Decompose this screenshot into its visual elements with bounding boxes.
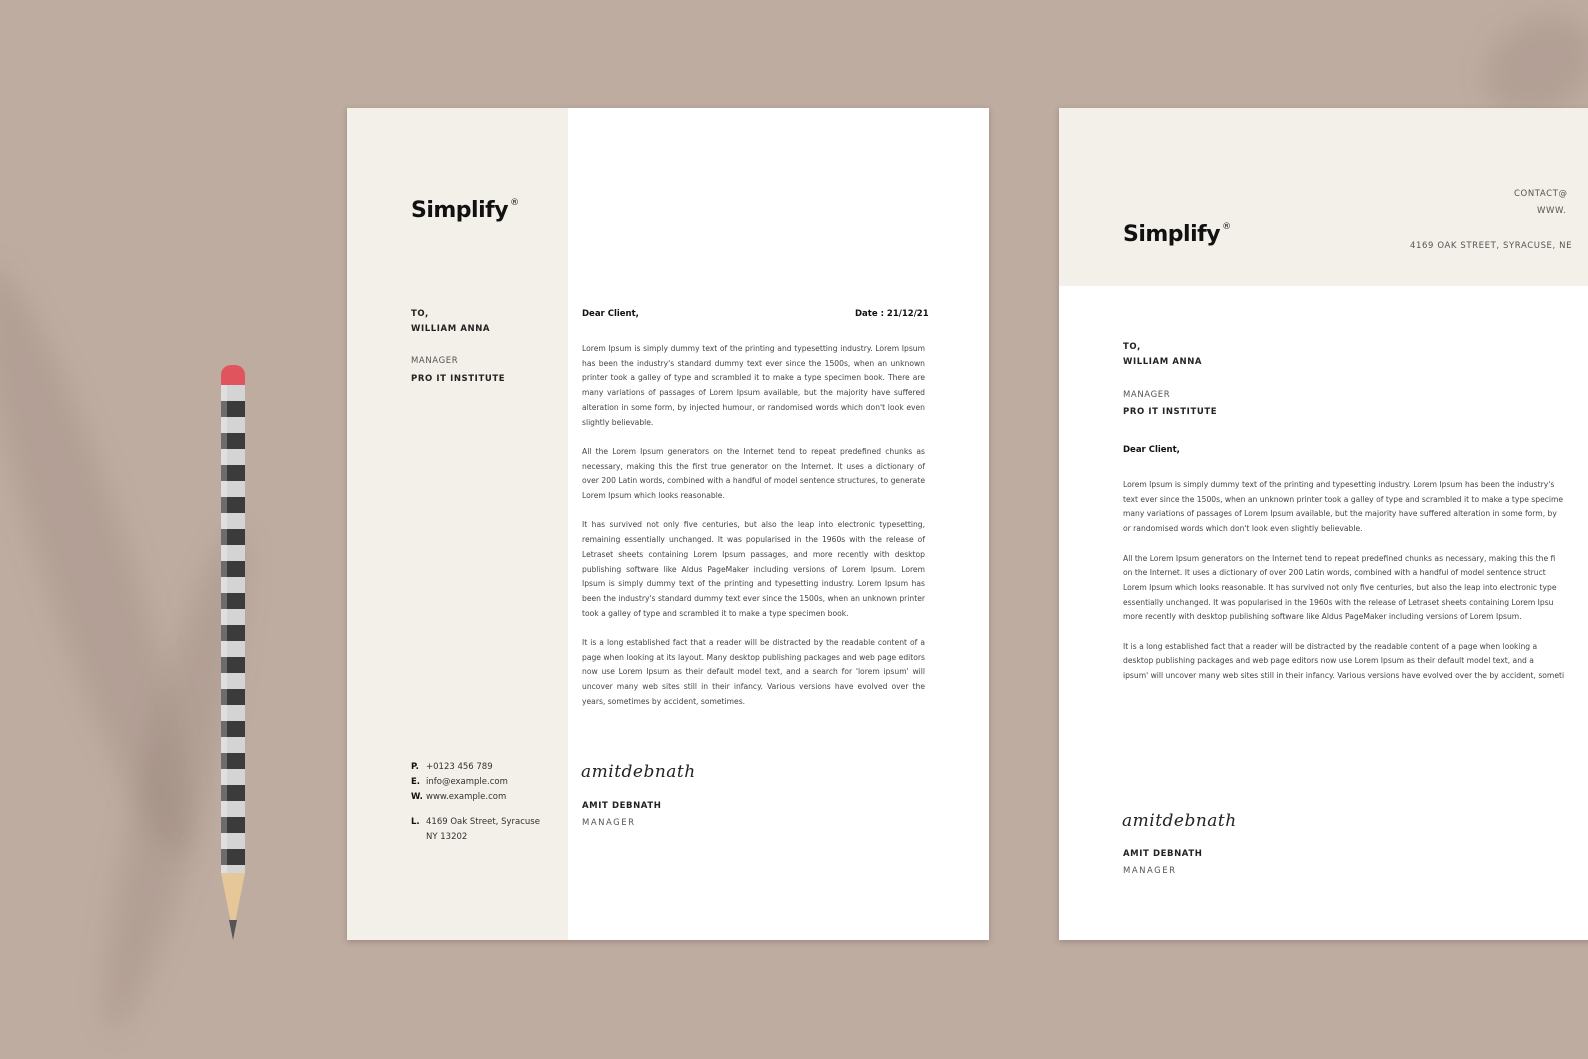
line: essentially unchanged. It was popularised in the 1960s with the release of Letraset sheets containing Lorem Ipsu bbox=[1123, 597, 1554, 607]
line: or randomised words which don't look even slightly believable. bbox=[1123, 524, 1363, 534]
letterhead-page-2 bbox=[1059, 108, 1588, 940]
header-band bbox=[1059, 108, 1588, 286]
signature: amitdebnath bbox=[1122, 811, 1237, 831]
recipient-company: PRO IT INSTITUTE bbox=[411, 374, 506, 384]
sidebar-panel bbox=[347, 108, 568, 940]
recipient-company: PRO IT INSTITUTE bbox=[1123, 407, 1218, 417]
line: more recently with desktop publishing software like Aldus PageMaker including versions of Lorem Ipsum. bbox=[1123, 612, 1522, 622]
paragraph: All the Lorem Ipsum generators on the Internet tend to repeat predefined chunks as necessary, making this the first true generator on the Internet. It uses a dictionary of over 200 Latin words, combined with a handful of model sentence structures, to generate Lorem Ipsum which looks reasonable. bbox=[582, 446, 925, 501]
brand-logo: Simplify ® bbox=[411, 197, 519, 223]
contact-email: E. info@example.com bbox=[411, 777, 508, 787]
line: Lorem Ipsum which looks reasonable. It has survived not only five centuries, but also the leap into electronic type bbox=[1123, 582, 1557, 592]
header-web: WWW. bbox=[1537, 206, 1567, 216]
greeting: Dear Client, bbox=[1123, 445, 1180, 455]
greeting: Dear Client, bbox=[582, 309, 639, 319]
letterhead-page-1 bbox=[347, 108, 989, 940]
line: All the Lorem Ipsum generators on the Internet tend to repeat predefined chunks as necessary, making this the fi bbox=[1123, 553, 1556, 563]
header-address: 4169 OAK STREET, SYRACUSE, NE bbox=[1410, 241, 1573, 251]
line: desktop publishing packages and web page editors now use Lorem Ipsum as their default model text, and a bbox=[1123, 656, 1534, 666]
paragraph: It has survived not only five centuries, but also the leap into electronic typesetting, remaining essentially unchanged. It was popularised in the 1960s with the release of Letraset sheets containing Lorem Ipsum passages, and more recently with desktop publishing software like Aldus PageMaker including versions of Lorem Ipsum. Lorem Ipsum is simply dummy text of the printing and typesetting industry. Lorem Ipsum has been the industry's standard dummy text ever since the 1500s, when an unknown printer took a galley of type and scrambled it to make a type specimen book. bbox=[582, 520, 925, 618]
line: ipsum' will uncover many web sites still in their infancy. Various versions have evolved over the by accident, someti bbox=[1123, 671, 1565, 681]
signature: amitdebnath bbox=[581, 762, 696, 782]
recipient-name: WILLIAM ANNA bbox=[1123, 357, 1203, 367]
letter-date: Date : 21/12/21 bbox=[855, 309, 929, 319]
contact-address-line2: NY 13202 bbox=[426, 832, 468, 842]
pencil-illustration bbox=[220, 365, 246, 945]
recipient-name: WILLIAM ANNA bbox=[411, 324, 491, 334]
paragraph: It is a long established fact that a reader will be distracted by the readable content of a page when looking at its layout. Many desktop publishing packages and web page editors now use Lorem Ipsum as their default model text, and a search for 'lorem ipsum' will uncover many web sites still in their infancy. Various versions have evolved over the years, sometimes by accident, sometimes. bbox=[582, 638, 925, 706]
contact-address: L. 4169 Oak Street, Syracuse bbox=[411, 817, 540, 827]
sender-role: MANAGER bbox=[582, 818, 636, 828]
contact-phone: P. +0123 456 789 bbox=[411, 762, 493, 772]
line: on the Internet. It uses a dictionary of over 200 Latin words, combined with a handful of model sentence struct bbox=[1123, 568, 1546, 578]
contact-web: W. www.example.com bbox=[411, 792, 507, 802]
to-label: TO, bbox=[411, 309, 429, 319]
sender-name: AMIT DEBNATH bbox=[1123, 849, 1203, 859]
line: text ever since the 1500s, when an unknown printer took a galley of type and scrambled it to make a type specime bbox=[1123, 494, 1564, 504]
line: many variations of passages of Lorem Ipsum available, but the majority have suffered alteration in some form, by bbox=[1123, 509, 1557, 519]
paragraph bbox=[1123, 478, 1588, 537]
line: It is a long established fact that a reader will be distracted by the readable content of a page when looking a bbox=[1123, 641, 1538, 651]
letter-body bbox=[582, 342, 925, 724]
brand-logo: Simplify ® bbox=[1123, 221, 1231, 247]
letter-body bbox=[1123, 478, 1588, 699]
to-label: TO, bbox=[1123, 342, 1141, 352]
paragraph bbox=[1123, 552, 1588, 626]
paragraph bbox=[1123, 640, 1588, 684]
paragraph: Lorem Ipsum is simply dummy text of the printing and typesetting industry. Lorem Ipsum has been the industry's standard dummy text ever since the 1500s, when an unknown printer took a galley of type and scrambled it to make a type specimen book. There are many variations of passages of Lorem Ipsum available, but the majority have suffered alteration in some form, by injected humour, or randomised words which don't look even slightly believable. bbox=[582, 344, 925, 427]
line: Lorem Ipsum is simply dummy text of the printing and typesetting industry. Lorem Ipsum has been the industry's bbox=[1123, 480, 1555, 489]
header-contact-email: CONTACT@ bbox=[1514, 189, 1568, 199]
sender-role: MANAGER bbox=[1123, 866, 1177, 876]
recipient-role: MANAGER bbox=[411, 356, 459, 366]
recipient-role: MANAGER bbox=[1123, 390, 1171, 400]
sender-name: AMIT DEBNATH bbox=[582, 801, 662, 811]
